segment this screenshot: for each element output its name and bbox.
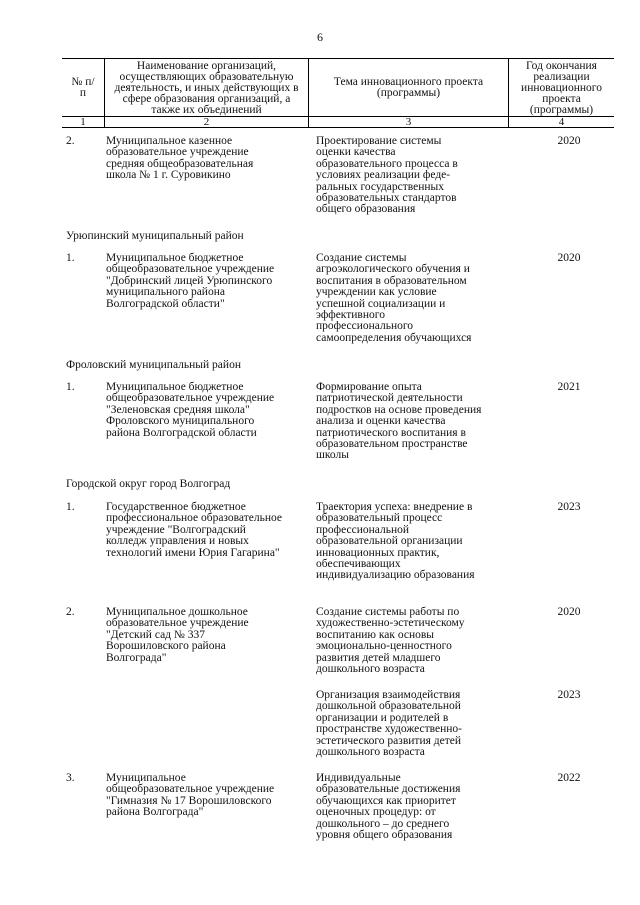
organization-name: Государственное бюджетное профессиональное образовательное учреждение "Волгоградский колледж управления и новых технологий имени Юрия Гагарина" — [106, 501, 283, 559]
end-year: 2023 — [557, 689, 581, 701]
district-heading: Урюпинский муниципальный район — [66, 230, 244, 242]
organization-name: Муниципальное общеобразовательное учреждение "Гимназия № 17 Ворошиловского района Волгограда" — [106, 772, 275, 819]
project-theme: Формирование опыта патриотической деятельности подростков на основе проведения анализа и оценки качества патриотического воспитания в образовательном пространстве школы — [316, 381, 482, 462]
column-number: 1 — [80, 116, 86, 128]
row-number: 1. — [66, 381, 75, 393]
table-header — [62, 58, 614, 128]
row-number: 3. — [66, 772, 75, 784]
column-number: 3 — [405, 116, 412, 128]
project-theme: Организация взаимодействия дошкольной образовательной организации и родителей в пространстве художественно- эстетического развития детей дошкольного возраста — [316, 689, 463, 759]
organization-name: Муниципальное бюджетное общеобразовательное учреждение "Добринский лицей Урюпинского муниципального района Волгоградской области" — [106, 252, 275, 310]
district-heading: Фроловский муниципальный район — [66, 359, 241, 371]
end-year: 2020 — [557, 135, 581, 147]
header-end-year: Год окончания реализации инновационного проекта (программы) — [521, 59, 602, 116]
organization-name: Муниципальное дошкольное образовательное учреждение "Детский сад № 337 Ворошиловского района Волгограда" — [106, 606, 249, 664]
organization-name: Муниципальное бюджетное общеобразовательное учреждение "Зеленовская средняя школа" Фроловского муниципального района Волгоградской области — [106, 381, 275, 439]
organization-name: Муниципальное казенное образовательное учреждение средняя общеобразовательная школа № 1 г. Суровикино — [106, 135, 254, 182]
row-number: 1. — [66, 252, 75, 264]
header-number: № п/п — [71, 76, 95, 99]
end-year: 2020 — [557, 252, 581, 264]
project-theme: Индивидуальные образовательные достижения обучающихся как приоритет оценочных процедур: от дошкольного – до среднего уровня общего образования — [316, 772, 461, 842]
column-number: 2 — [203, 116, 210, 128]
row-number: 2. — [66, 606, 75, 618]
header-project-theme: Тема инновационного проекта (программы) — [333, 76, 484, 99]
header-organization: Наименование организаций, осуществляющих образовательную деятельность, и иных действующих в сфере образования организаций, а также их объединений — [114, 59, 299, 116]
row-number: 2. — [66, 135, 75, 147]
end-year: 2023 — [557, 501, 581, 513]
project-theme: Проектирование системы оценки качества образовательного процесса в условиях реализации феде- ральных государственных образовательных стандартов общего образования — [316, 135, 458, 216]
project-theme: Траектория успеха: внедрение в образовательный процесс профессиональной образовательной организации инновационных практик, обеспечивающих индивидуализацию образования — [316, 501, 475, 582]
column-number: 4 — [558, 116, 565, 128]
row-number: 1. — [66, 501, 75, 513]
end-year: 2020 — [557, 606, 581, 618]
district-heading: Городской округ город Волгоград — [66, 478, 231, 490]
page-number: 6 — [317, 30, 323, 44]
end-year: 2021 — [557, 381, 581, 393]
project-theme: Создание системы работы по художественно-эстетическому воспитанию как основы эмоционально-ценностного развития детей младшего дошкольного возраста — [316, 606, 465, 676]
header-column-numbers — [62, 116, 614, 128]
project-theme: Создание системы агроэкологического обучения и воспитания в образовательном учреждении как условие успешной социализации и эффективного профессионального самоопределения обучающихся — [316, 252, 472, 344]
end-year: 2022 — [557, 772, 581, 784]
